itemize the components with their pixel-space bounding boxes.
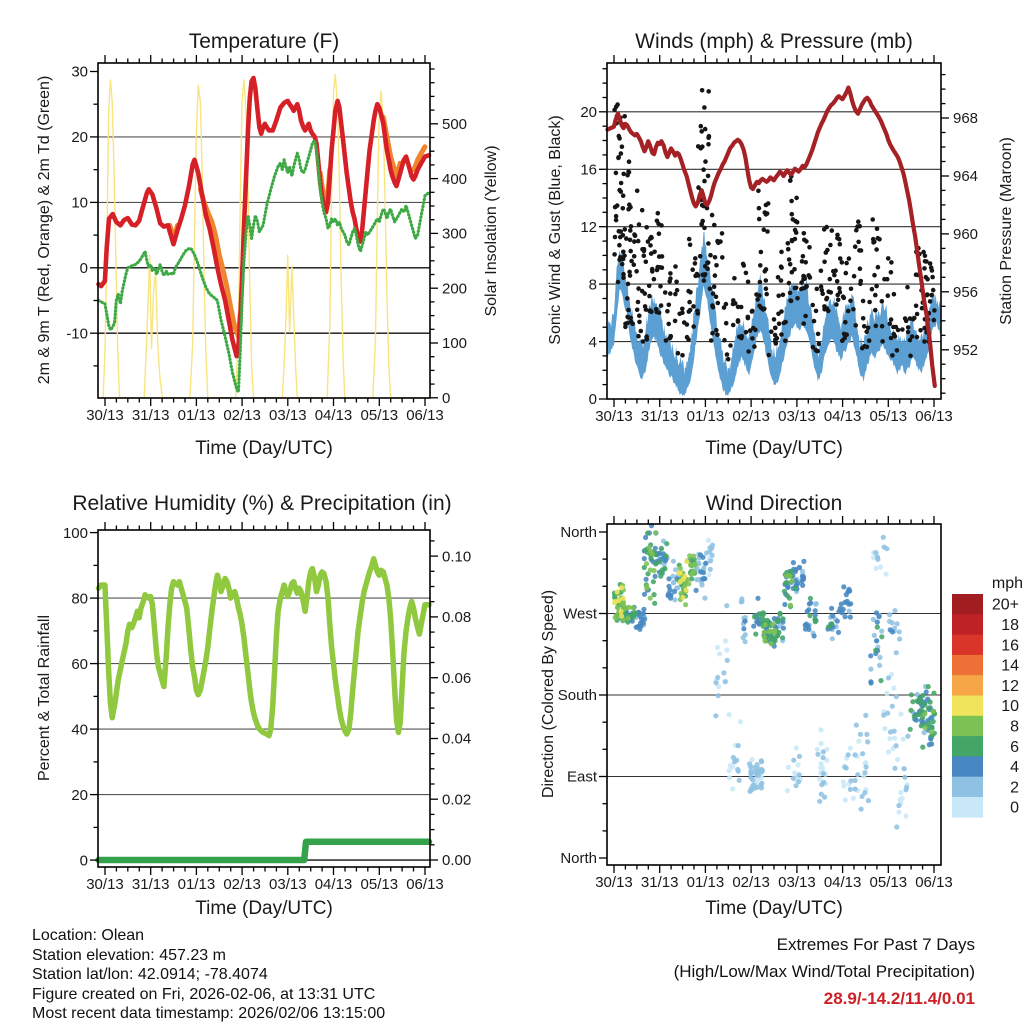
figure-created-timestamp: Figure created on Fri, 2026-02-06, at 13:31 UTC	[32, 985, 376, 1003]
svg-text:0.02: 0.02	[442, 791, 472, 809]
svg-text:20: 20	[71, 786, 88, 804]
svg-text:30/13: 30/13	[595, 408, 633, 425]
svg-text:200: 200	[442, 280, 468, 298]
svg-text:06/13: 06/13	[406, 407, 444, 424]
winds-plot	[580, 55, 978, 425]
humidity-plot	[63, 522, 471, 893]
svg-text:40: 40	[71, 721, 88, 739]
svg-text:0.10: 0.10	[442, 548, 472, 566]
svg-text:31/13: 31/13	[640, 874, 679, 891]
svg-text:18: 18	[1001, 617, 1019, 634]
svg-text:0: 0	[588, 391, 597, 409]
svg-text:03/13: 03/13	[269, 407, 307, 424]
humidity-chart-title: Relative Humidity (%) & Precipitation (in)	[72, 492, 452, 515]
winds-x-axis-title: Time (Day/UTC)	[705, 438, 843, 459]
svg-text:0.06: 0.06	[442, 669, 472, 687]
svg-text:06/13: 06/13	[915, 874, 953, 891]
temperature-x-axis-title: Time (Day/UTC)	[195, 438, 333, 459]
most-recent-data-timestamp: Most recent data timestamp: 2026/02/06 13:15:00	[32, 1005, 386, 1022]
extremes-values: 28.9/-14.2/11.4/0.01	[823, 989, 975, 1008]
svg-text:20+: 20+	[991, 596, 1019, 614]
svg-text:30/13: 30/13	[595, 874, 633, 891]
svg-text:05/13: 05/13	[360, 407, 399, 424]
svg-text:West: West	[563, 605, 597, 623]
temperature-plot	[66, 55, 467, 424]
wind-direction-chart-title: Wind Direction	[705, 492, 843, 515]
temperature-left-axis-label: 2m & 9m T (Red, Orange) & 2m Td (Green)	[36, 75, 53, 385]
svg-text:4: 4	[588, 333, 597, 351]
svg-text:South: South	[557, 687, 597, 705]
svg-text:mph: mph	[991, 575, 1023, 592]
svg-text:6: 6	[1010, 738, 1019, 756]
svg-text:500: 500	[442, 116, 468, 133]
svg-text:0.04: 0.04	[442, 730, 472, 748]
svg-text:30: 30	[71, 63, 88, 81]
station-info	[32, 926, 385, 1024]
winds-chart-title: Winds (mph) & Pressure (mb)	[635, 30, 913, 53]
svg-text:30/13: 30/13	[86, 407, 124, 424]
svg-text:01/13: 01/13	[686, 408, 725, 425]
svg-text:0: 0	[79, 852, 88, 870]
solar-insolation-axis-label: Solar Insolation (Yellow)	[483, 145, 500, 317]
svg-text:952: 952	[953, 342, 979, 359]
svg-text:0.08: 0.08	[442, 609, 472, 627]
station-elevation: Station elevation: 457.23 m	[32, 946, 226, 964]
svg-text:100: 100	[62, 524, 88, 542]
svg-text:02/13: 02/13	[732, 408, 770, 425]
svg-text:16: 16	[1001, 637, 1019, 655]
svg-text:14: 14	[1001, 657, 1019, 675]
svg-text:06/13: 06/13	[915, 408, 953, 425]
svg-text:04/13: 04/13	[823, 874, 862, 891]
svg-text:0: 0	[442, 390, 451, 407]
svg-text:10: 10	[1001, 698, 1019, 716]
svg-text:100: 100	[442, 335, 468, 353]
svg-text:4: 4	[1010, 759, 1019, 776]
svg-text:60: 60	[71, 655, 88, 673]
wind-direction-x-axis-title: Time (Day/UTC)	[705, 898, 843, 919]
station-location: Location: Olean	[32, 927, 145, 944]
station-latlon: Station lat/lon: 42.0914; -78.4074	[32, 966, 268, 983]
svg-text:01/13: 01/13	[686, 874, 725, 891]
svg-text:968: 968	[953, 110, 979, 128]
svg-text:20: 20	[580, 104, 597, 121]
svg-text:02/13: 02/13	[732, 874, 770, 891]
svg-text:2: 2	[1010, 779, 1019, 797]
svg-text:04/13: 04/13	[314, 407, 353, 424]
wind-gust-axis-label: Sonic Wind & Gust (Blue, Black)	[547, 115, 564, 345]
svg-text:400: 400	[442, 170, 468, 188]
svg-text:03/13: 03/13	[778, 874, 816, 891]
extremes-subtitle: (High/Low/Max Wind/Total Precipitation)	[673, 962, 975, 981]
percent-rainfall-axis-label: Percent & Total Rainfall	[36, 614, 53, 782]
svg-text:04/13: 04/13	[823, 408, 862, 425]
wind-direction-axis-label: Direction (Colored By Speed)	[540, 589, 557, 799]
svg-text:02/13: 02/13	[223, 407, 261, 424]
svg-text:12: 12	[580, 218, 597, 236]
temperature-chart-title: Temperature (F)	[188, 30, 340, 53]
svg-text:31/13: 31/13	[131, 876, 170, 893]
svg-text:31/13: 31/13	[640, 408, 679, 425]
svg-text:01/13: 01/13	[177, 407, 216, 424]
svg-text:0.00: 0.00	[442, 852, 472, 870]
svg-text:01/13: 01/13	[177, 876, 216, 893]
svg-text:8: 8	[1010, 718, 1019, 736]
svg-text:31/13: 31/13	[131, 407, 170, 424]
wind_direction-plot	[558, 516, 953, 891]
svg-text:North: North	[560, 524, 597, 542]
extremes-title: Extremes For Past 7 Days	[776, 935, 975, 954]
svg-text:960: 960	[953, 226, 979, 244]
svg-text:300: 300	[442, 225, 468, 243]
speed-colorbar	[952, 575, 1023, 818]
svg-text:30/13: 30/13	[86, 876, 124, 893]
svg-text:0: 0	[79, 260, 88, 277]
svg-text:12: 12	[1001, 677, 1019, 695]
extremes-summary	[674, 931, 975, 1012]
svg-text:05/13: 05/13	[869, 408, 908, 425]
svg-text:0: 0	[1010, 799, 1019, 817]
svg-text:05/13: 05/13	[869, 874, 908, 891]
svg-text:06/13: 06/13	[406, 876, 444, 893]
svg-text:04/13: 04/13	[314, 876, 353, 893]
svg-text:16: 16	[580, 161, 597, 179]
station-pressure-axis-label: Station Pressure (Maroon)	[998, 137, 1015, 325]
svg-text:03/13: 03/13	[269, 876, 307, 893]
svg-text:05/13: 05/13	[360, 876, 399, 893]
svg-text:North: North	[560, 850, 597, 868]
svg-text:80: 80	[71, 590, 88, 608]
svg-text:964: 964	[953, 168, 979, 186]
humidity-x-axis-title: Time (Day/UTC)	[195, 898, 333, 919]
svg-text:956: 956	[953, 284, 979, 301]
svg-text:8: 8	[588, 276, 597, 294]
svg-text:10: 10	[71, 194, 88, 212]
svg-text:03/13: 03/13	[778, 408, 816, 425]
svg-text:-10: -10	[66, 325, 88, 343]
svg-text:East: East	[566, 768, 597, 786]
svg-text:02/13: 02/13	[223, 876, 261, 893]
svg-text:20: 20	[71, 129, 88, 147]
